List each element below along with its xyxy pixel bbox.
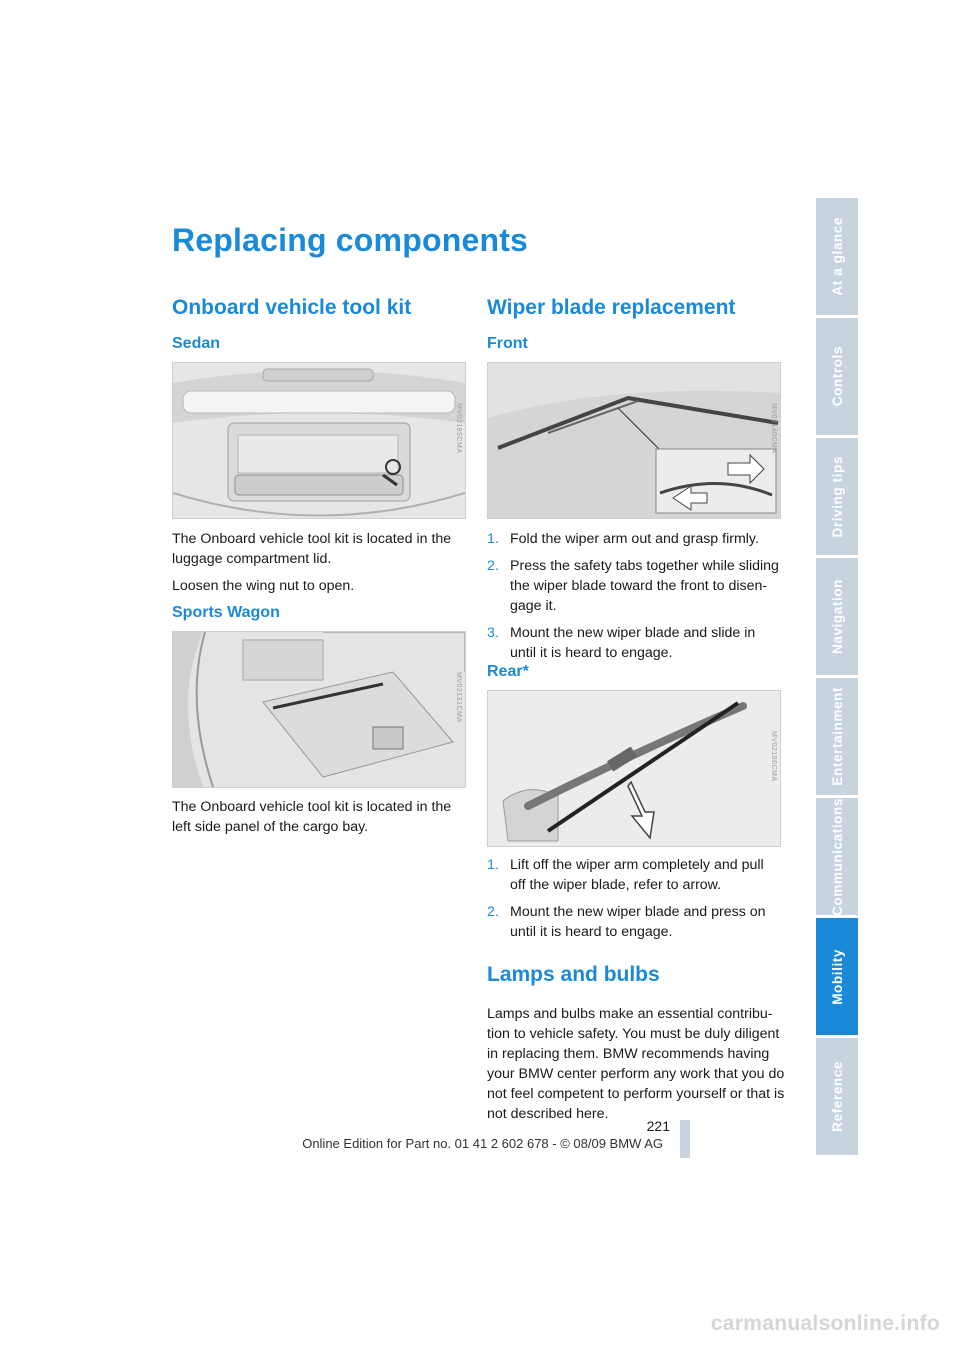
- list-item: 3. Mount the new wiper blade and slide in until it is heard to engage.: [487, 625, 756, 661]
- chapter-tabs: [816, 198, 858, 1158]
- list-item: 2. Mount the new wiper blade and press on until it is heard to engage.: [487, 904, 766, 940]
- rear-wiper-image: [487, 690, 781, 847]
- wagon-text-location: The Onboard vehicle tool kit is located in the left side panel of the cargo bay.: [172, 799, 452, 835]
- sports-wagon-tool-kit-image: [172, 631, 466, 788]
- section-heading-lamps: Lamps and bulbs: [487, 963, 660, 986]
- image-code: MV02131CMA: [455, 672, 462, 723]
- sedan-text-open: Loosen the wing nut to open.: [172, 578, 355, 594]
- subheading-rear: Rear*: [487, 663, 529, 680]
- page-number: 221: [646, 1118, 670, 1134]
- tab-controls[interactable]: Controls: [816, 318, 858, 435]
- list-item: 1. Lift off the wiper arm completely and pull off the wiper blade, refer to arrow.: [487, 857, 764, 893]
- sedan-tool-kit-image: [172, 362, 466, 519]
- front-wiper-image: [487, 362, 781, 519]
- watermark: carmanualsonline.info: [710, 1312, 940, 1335]
- sedan-text-location: The Onboard vehicle tool kit is located in the luggage compartment lid.: [172, 531, 452, 567]
- list-item: 1. Fold the wiper arm out and grasp firmly.: [487, 531, 759, 547]
- subheading-front: Front: [487, 335, 528, 352]
- tab-navigation[interactable]: Navigation: [816, 558, 858, 675]
- image-code: MV02140CMA: [770, 403, 777, 454]
- rear-steps-list: [487, 855, 783, 949]
- image-code: MV02196CMA: [770, 731, 777, 782]
- section-heading-wiper: Wiper blade replacement: [487, 296, 736, 319]
- lamps-text: Lamps and bulbs make an essential contribu-tion to vehicle safety. You must be duly diligent in replacing them. BMW recommends having your BMW center perform any work that you do not feel competent to perform yourself or that is not described here.: [487, 1006, 785, 1122]
- footer-bar: [680, 1120, 690, 1158]
- tab-driving-tips[interactable]: Driving tips: [816, 438, 858, 555]
- subheading-sedan: Sedan: [172, 335, 221, 352]
- tab-reference[interactable]: Reference: [816, 1038, 858, 1155]
- image-code: MV02185CMA: [455, 403, 462, 454]
- tab-entertainment[interactable]: Entertainment: [816, 678, 858, 795]
- list-item: 2. Press the safety tabs together while sliding the wiper blade toward the front to disen-gage it.: [487, 558, 779, 614]
- front-steps-list: [487, 529, 783, 670]
- page-title: Replacing components: [172, 222, 529, 258]
- tab-communications[interactable]: Communications: [816, 798, 858, 915]
- section-heading-tool-kit: Onboard vehicle tool kit: [172, 296, 412, 319]
- subheading-sports-wagon: Sports Wagon: [172, 604, 280, 621]
- tab-at-a-glance[interactable]: At a glance: [816, 198, 858, 315]
- footer-edition: Online Edition for Part no. 01 41 2 602 678 - © 08/09 BMW AG: [302, 1136, 663, 1151]
- tab-mobility[interactable]: Mobility: [816, 918, 858, 1035]
